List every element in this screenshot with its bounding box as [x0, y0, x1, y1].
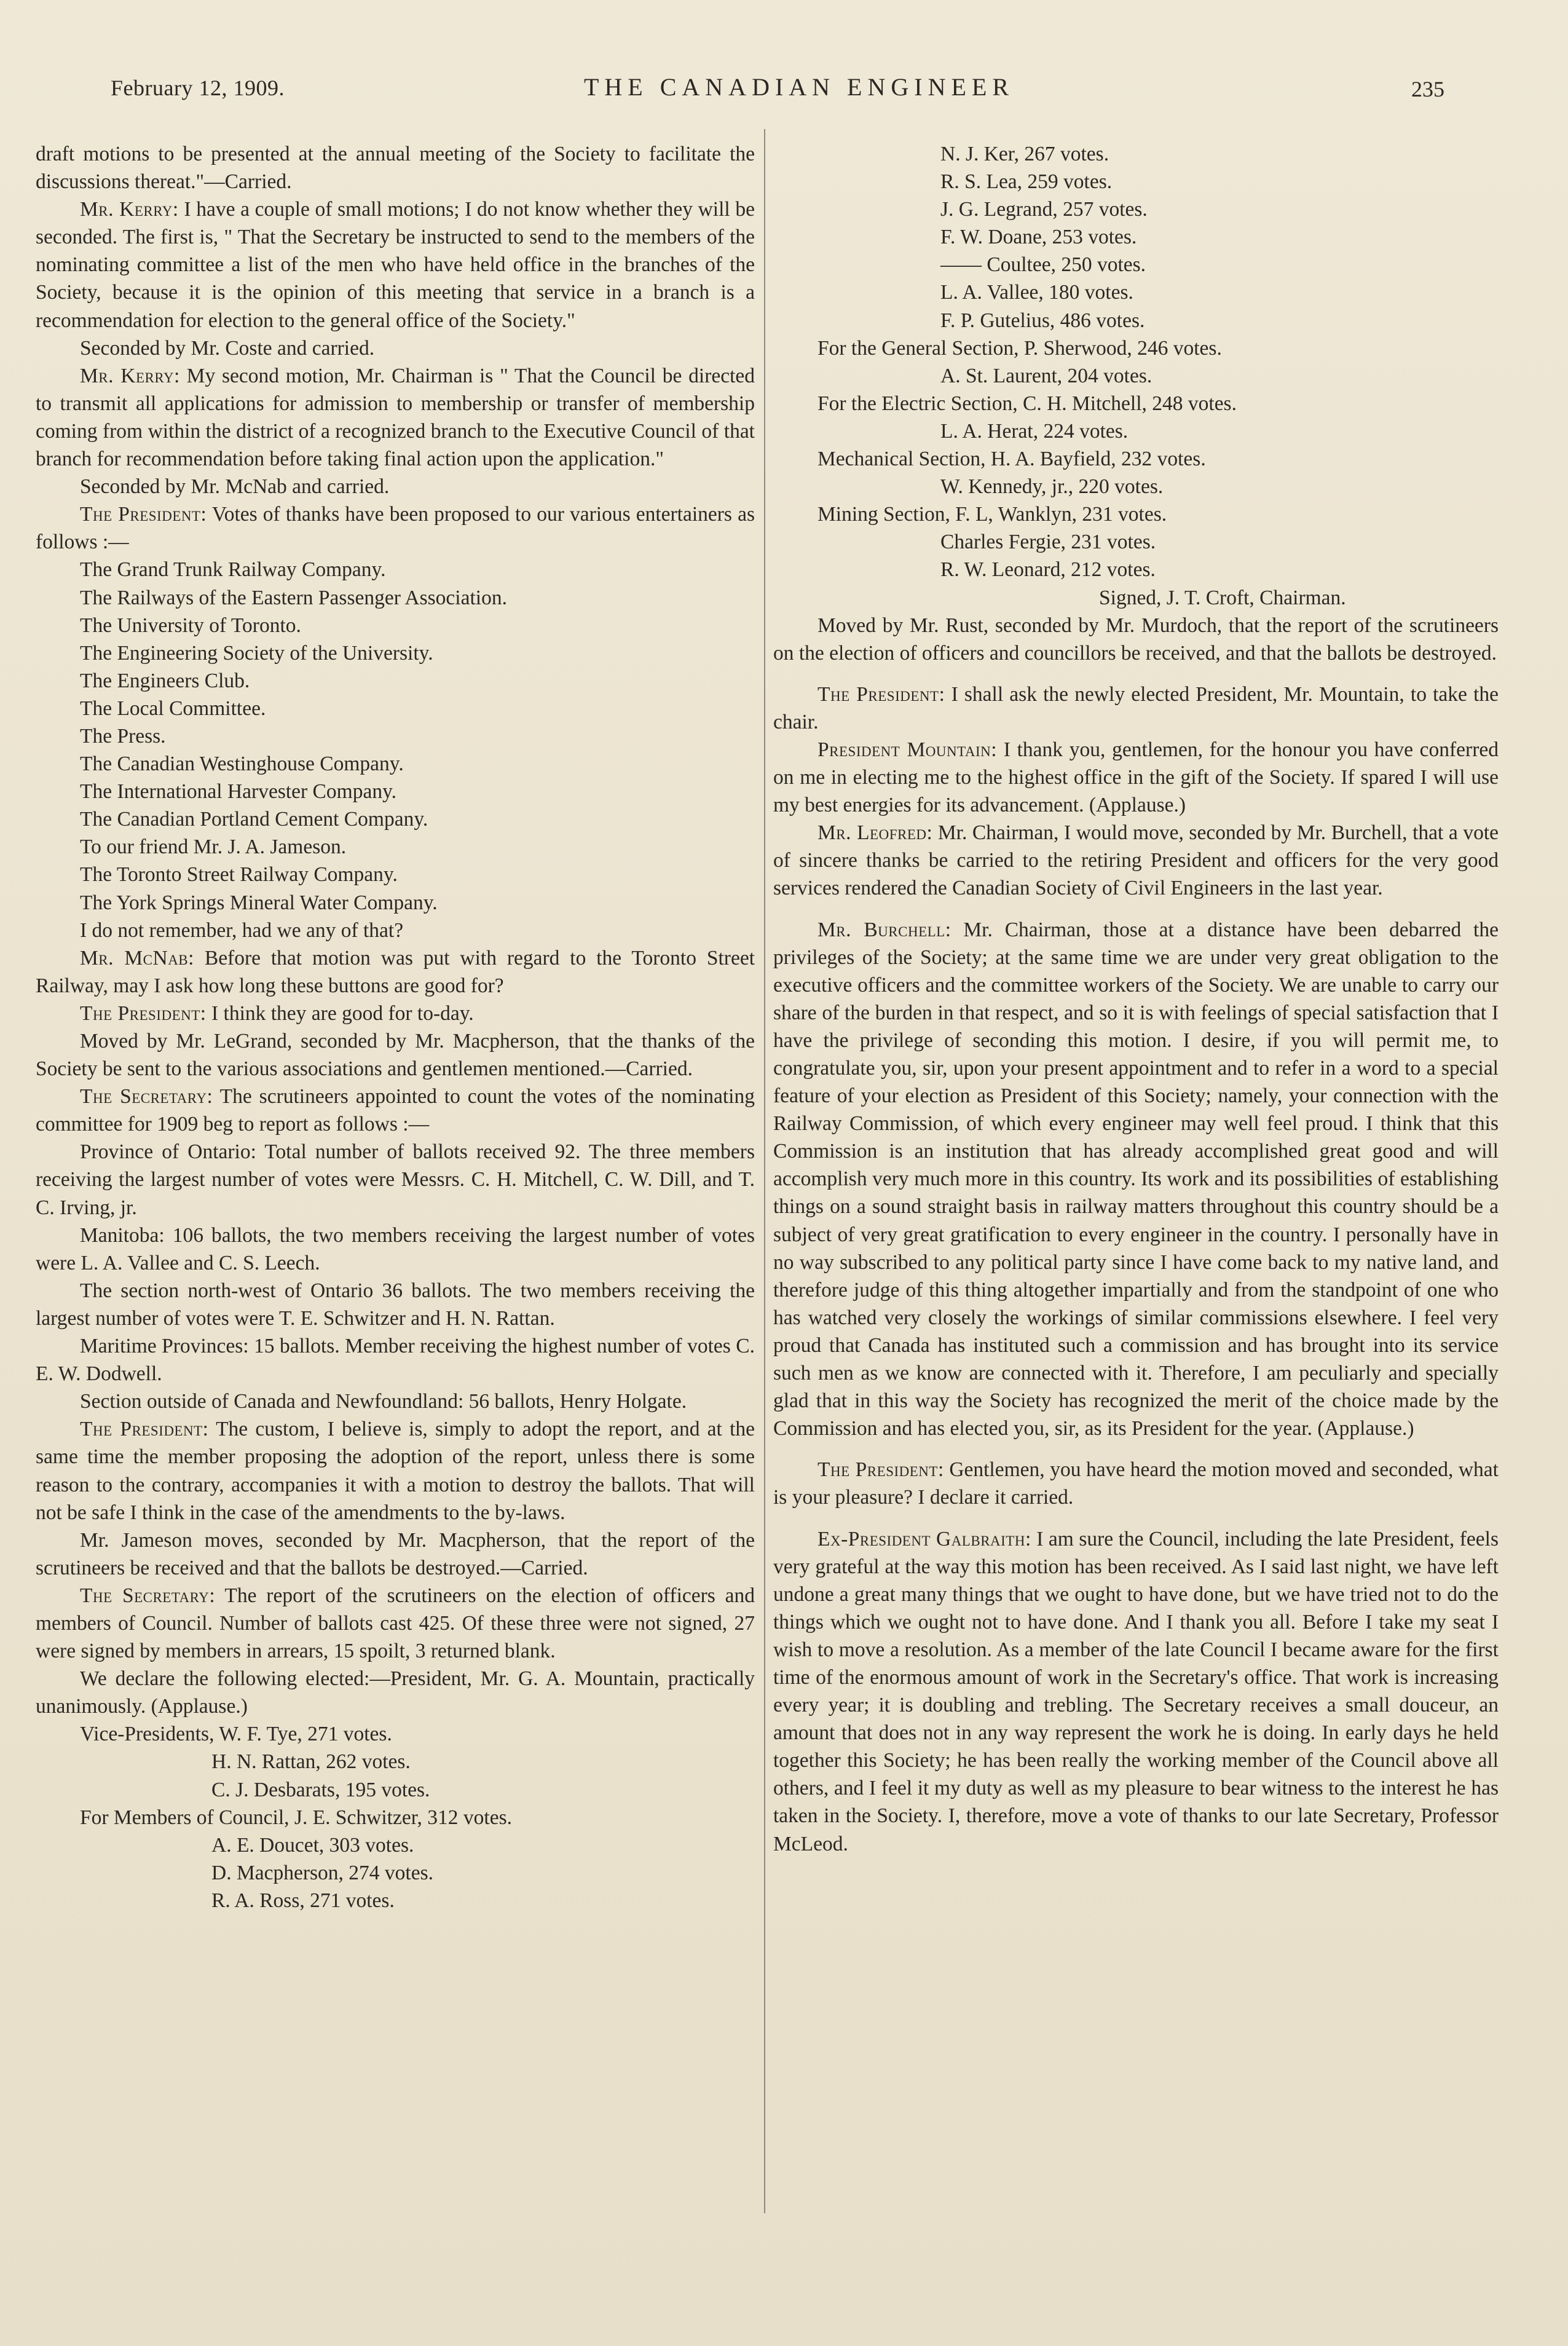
paragraph-text: The Canadian Portland Cement Company. — [80, 808, 428, 831]
paragraph-text: My second motion, Mr. Chairman is " That the Council be directed to transmit all applications for admission to membership or transfer of membership coming from within the district of a recognized branch to the Executive Council of that branch for recommendation before taking final action upon the application." — [36, 364, 755, 471]
paragraph-text: The Local Committee. — [80, 697, 266, 720]
paragraph — [36, 1277, 755, 1332]
paragraph-text: I am sure the Council, including the late President, feels very grateful at the way this motion has been received. As I said last night, we have left undone a great many things that we ought to have done, but we have tried not to do the things which we ought not to have done. And I thank you all. Before I take my seat I wish to move a resolution. As a member of the late Council I became aware for the first time of the enormous amount of work in the Secretary's office. That work is increasing every year; it is doubling and trebling. The Secretary receives a small douceur, an amount that does not in any way represent the work he is doing. In early days he held together this Society; he has been really the working member of the Council above all others, and I feel it my duty as well as my pleasure to bear witness to the interest he has taken in the Society. I, therefore, move a vote of thanks to our late Secretary, Professor McLeod. — [773, 1527, 1499, 1855]
paragraph-text: C. J. Desbarats, 195 votes. — [211, 1778, 430, 1801]
paragraph — [36, 695, 755, 722]
paragraph-text: The University of Toronto. — [80, 614, 301, 637]
speaker-name: The President: — [817, 1458, 944, 1482]
speaker-name: The President: — [817, 682, 945, 706]
paragraph — [773, 223, 1499, 251]
paragraph-text: Mining Section, F. L, Wanklyn, 231 votes. — [817, 503, 1167, 526]
paragraph-text: Maritime Provinces: 15 ballots. Member receiving the highest number of votes C. E. W. Dodwell. — [36, 1335, 755, 1386]
paragraph — [36, 1526, 755, 1582]
left-column — [36, 140, 755, 1914]
paragraph-text: Signed, J. T. Croft, Chairman. — [1099, 586, 1346, 609]
paragraph — [36, 944, 755, 1000]
paragraph — [36, 1083, 755, 1138]
paragraph-text: The report of the scrutineers on the election of officers and members of Council. Number of ballots cast 425. Of these three were not signed, 27 were signed by members in arrears, 15 spoilt, 3 returned blank. — [36, 1584, 755, 1663]
paragraph — [773, 390, 1499, 417]
paragraph-text: draft motions to be presented at the annual meeting of the Society to facilitate the discussions thereat."—Carried. — [36, 143, 755, 194]
paragraph-text: The scrutineers appointed to count the votes of the nominating committee for 1909 beg to report as follows :— — [36, 1085, 755, 1136]
publication-title: THE CANADIAN ENGINEER — [583, 73, 1015, 101]
paragraph — [36, 1027, 755, 1083]
paragraph — [36, 556, 755, 583]
paragraph-text: Moved by Mr. LeGrand, seconded by Mr. Macpherson, that the thanks of the Society be sent to the various associations and gentlemen mentioned.—Carried. — [36, 1030, 755, 1081]
paragraph-text: R. S. Lea, 259 votes. — [940, 170, 1113, 194]
paragraph-text: Mr. Chairman, I would move, seconded by Mr. Burchell, that a vote of sincere thanks be carried to the retiring President and officers for the very good services rendered the Canadian Society of Civil Engineers in the last year. — [773, 821, 1499, 900]
paragraph-text: W. Kennedy, jr., 220 votes. — [940, 475, 1164, 499]
paragraph-text: The Toronto Street Railway Company. — [80, 863, 398, 887]
paragraph — [773, 736, 1499, 819]
paragraph-text: Mechanical Section, H. A. Bayfield, 232 votes. — [817, 448, 1206, 471]
paragraph — [36, 1665, 755, 1720]
paragraph — [36, 1720, 755, 1748]
paragraph-text: The section north-west of Ontario 36 ballots. The two members receiving the largest number of votes were T. E. Schwitzer and H. N. Rattan. — [36, 1279, 755, 1330]
paragraph — [773, 251, 1499, 278]
paragraph-text: The custom, I believe is, simply to adopt the report, and at the same time the member proposing the adoption of the report, unless there is some reason to the contrary, accompanies it with a motion to destroy the ballots. That will not be safe I think in the case of the amendments to the by-laws. — [36, 1418, 755, 1524]
paragraph — [773, 584, 1499, 612]
paragraph — [773, 334, 1499, 362]
paragraph — [36, 639, 755, 667]
paragraph — [36, 584, 755, 612]
speaker-name: Mr. McNab: — [80, 946, 194, 970]
speaker-name: The Secretary: — [80, 1584, 216, 1607]
paragraph-text: Seconded by Mr. Coste and carried. — [80, 336, 375, 360]
paragraph — [36, 917, 755, 944]
paragraph — [36, 1222, 755, 1277]
paragraph-text: Mr. Chairman, those at a distance have been debarred the privileges of the Society; at the same time we are under very great obligation to the executive officers and the committee workers of the Society. We are unable to carry our share of the burden in that respect, and so it is with feelings of special satisfaction that I have the privilege of seconding this motion. I desire, if you will permit me, to congratulate you, sir, upon your present appointment and to refer in a word to a special feature of your election as President of this Society; namely, your connection with the Railway Commission, of which every engineer may well feel proud. I think that this Commission is an institution that has already accomplished great good and will accomplish very much more in this country. Its work and its possibilities of establishing things on a sound straight basis in railway matters throughout this country should be a subject of very great gratification to every engineer in the country. I personally have in no way subscribed to any political party since I have come back to my native land, and therefore judge of this thing altogether impartially and from the standpoint of one who has watched very closely the workings of similar commissions elsewhere. I feel very proud that Canada has instituted such a commission and has brought into its service such men as we know are connected with it. Therefore, I am peculiarly and specially glad that in this way the Society has recognized the merit of the choice made by the Commission and has elected you, sir, as its President for the year. (Applause.) — [773, 918, 1499, 1440]
paragraph — [773, 140, 1499, 168]
page-number: 235 — [1411, 77, 1444, 101]
paragraph — [773, 307, 1499, 334]
paragraph-text: Votes of thanks have been proposed to our various entertainers as follows :— — [36, 503, 755, 554]
paragraph — [773, 417, 1499, 445]
paragraph — [773, 196, 1499, 223]
paragraph-text: Vice-Presidents, W. F. Tye, 271 votes. — [80, 1723, 392, 1746]
paragraph — [773, 500, 1499, 528]
paragraph-text: L. A. Vallee, 180 votes. — [940, 281, 1133, 304]
column-divider — [764, 129, 765, 2213]
paragraph — [36, 778, 755, 805]
speaker-name: Mr. Kerry: — [80, 364, 180, 387]
paragraph — [36, 612, 755, 639]
paragraph — [36, 1776, 755, 1804]
paragraph — [36, 362, 755, 473]
paragraph-text: Mr. Jameson moves, seconded by Mr. Macpherson, that the report of the scrutineers be received and that the ballots be destroyed.—Carried. — [36, 1528, 755, 1579]
paragraph — [36, 196, 755, 334]
paragraph — [773, 1525, 1499, 1858]
paragraph — [36, 861, 755, 888]
paragraph — [36, 889, 755, 917]
speaker-name: Ex-President Galbraith: — [817, 1527, 1031, 1550]
paragraph — [36, 473, 755, 500]
paragraph — [36, 1332, 755, 1388]
speaker-name: President Mountain: — [817, 738, 998, 761]
paragraph-text: To our friend Mr. J. A. Jameson. — [80, 835, 347, 859]
right-column — [773, 140, 1499, 1858]
paragraph — [773, 819, 1499, 902]
paragraph-text: N. J. Ker, 267 votes. — [940, 143, 1109, 165]
speaker-name: Mr. Kerry: — [80, 198, 179, 221]
paragraph — [773, 528, 1499, 556]
paragraph-text: For the Electric Section, C. H. Mitchell, 248 votes. — [817, 392, 1237, 415]
speaker-name: The President: — [80, 503, 207, 526]
paragraph-text: The Railways of the Eastern Passenger Association. — [80, 586, 507, 609]
paragraph-text: I thank you, gentlemen, for the honour you have conferred on me in electing me to the highest office in the gift of the Society. If spared I will use my best energies for its advancement. (Applause.) — [773, 738, 1499, 817]
speaker-name: Mr. Leofred: — [817, 821, 933, 845]
paragraph-text: I shall ask the newly elected President, Mr. Mountain, to take the chair. — [773, 682, 1499, 733]
paragraph — [36, 805, 755, 833]
paragraph-text: The International Harvester Company. — [80, 780, 397, 804]
paragraph-text: The Engineers Club. — [80, 669, 250, 692]
paragraph — [36, 1415, 755, 1526]
paragraph-text: I do not remember, had we any of that? — [80, 918, 404, 942]
paragraph — [773, 278, 1499, 306]
paragraph-text: Before that motion was put with regard to the Toronto Street Railway, may I ask how long these buttons are good for? — [36, 946, 755, 997]
paragraph-text: Province of Ontario: Total number of ballots received 92. The three members receiving the largest number of votes were Messrs. C. H. Mitchell, C. W. Dill, and T. C. Irving, jr. — [36, 1140, 755, 1219]
paragraph-text: Manitoba: 106 ballots, the two members receiving the largest number of votes were L. A. Vallee and C. S. Leech. — [36, 1223, 755, 1274]
page-header — [111, 73, 1444, 109]
paragraph — [773, 1456, 1499, 1511]
paragraph-text: H. N. Rattan, 262 votes. — [211, 1750, 411, 1774]
paragraph-text: J. G. Legrand, 257 votes. — [940, 198, 1148, 221]
paragraph-text: Section outside of Canada and Newfoundland: 56 ballots, Henry Holgate. — [80, 1390, 687, 1413]
paragraph — [36, 1138, 755, 1221]
paragraph-text: The Press. — [80, 724, 166, 748]
paragraph-text: —— Coultee, 250 votes. — [940, 253, 1146, 277]
paragraph-text: The Engineering Society of the University. — [80, 641, 433, 665]
paragraph — [36, 1000, 755, 1027]
paragraph-text: R. W. Leonard, 212 votes. — [940, 558, 1156, 582]
paragraph — [773, 556, 1499, 583]
paragraph — [36, 1859, 755, 1887]
paragraph — [36, 833, 755, 861]
paragraph-text: D. Macpherson, 274 votes. — [211, 1861, 433, 1884]
paragraph-text: We declare the following elected:—President, Mr. G. A. Mountain, practically unanimously. (Applause.) — [36, 1667, 755, 1718]
paragraph-text: I have a couple of small motions; I do not know whether they will be seconded. The first is, " That the Secretary be instructed to send to the members of the nominating committee a list of the men who have held office in the branches of the Society, because it is the opinion of this meeting that service in a branch is a recommendation for election to the general office of the Society." — [36, 198, 755, 332]
speaker-name: The President: — [80, 1418, 209, 1441]
paragraph-text: F. W. Doane, 253 votes. — [940, 226, 1137, 249]
paragraph-text: The York Springs Mineral Water Company. — [80, 891, 438, 914]
speaker-name: Mr. Burchell: — [817, 918, 951, 941]
paragraph-text: L. A. Herat, 224 votes. — [940, 419, 1129, 443]
paragraph — [36, 334, 755, 362]
paragraph — [773, 612, 1499, 667]
speaker-name: The President: — [80, 1001, 207, 1025]
paragraph — [36, 1582, 755, 1665]
paragraph-text: A. St. Laurent, 204 votes. — [940, 364, 1152, 387]
paragraph — [36, 750, 755, 778]
paragraph-text: The Grand Trunk Railway Company. — [80, 558, 386, 582]
paragraph — [773, 473, 1499, 500]
paragraph-text: A. E. Doucet, 303 votes. — [211, 1833, 414, 1857]
paragraph-text: The Canadian Westinghouse Company. — [80, 752, 404, 776]
paragraph — [773, 445, 1499, 473]
paragraph-text: Gentlemen, you have heard the motion moved and seconded, what is your pleasure? I declare it carried. — [773, 1458, 1499, 1509]
paragraph — [36, 1748, 755, 1775]
paragraph-text: R. A. Ross, 271 votes. — [211, 1889, 395, 1912]
issue-date: February 12, 1909. — [111, 76, 285, 100]
paragraph — [36, 1887, 755, 1914]
paragraph-text: I think they are good for to-day. — [211, 1001, 474, 1025]
paragraph-text: F. P. Gutelius, 486 votes. — [940, 309, 1145, 332]
paragraph — [36, 722, 755, 750]
paragraph — [36, 1804, 755, 1831]
paragraph — [773, 681, 1499, 736]
paragraph — [36, 500, 755, 556]
paragraph-text: Charles Fergie, 231 votes. — [940, 531, 1156, 554]
paragraph — [36, 1388, 755, 1415]
paragraph-text: For Members of Council, J. E. Schwitzer, 312 votes. — [80, 1806, 512, 1829]
paragraph — [36, 1831, 755, 1859]
paragraph-text: Moved by Mr. Rust, seconded by Mr. Murdoch, that the report of the scrutineers on the election of officers and councillors be received, and that the ballots be destroyed. — [773, 614, 1499, 665]
paragraph — [773, 168, 1499, 196]
paragraph — [773, 916, 1499, 1443]
speaker-name: The Secretary: — [80, 1085, 213, 1108]
paragraph — [36, 667, 755, 695]
paragraph-text: For the General Section, P. Sherwood, 246 votes. — [817, 336, 1222, 360]
paragraph-text: Seconded by Mr. McNab and carried. — [80, 475, 390, 499]
paragraph — [773, 362, 1499, 390]
paragraph — [36, 140, 755, 196]
